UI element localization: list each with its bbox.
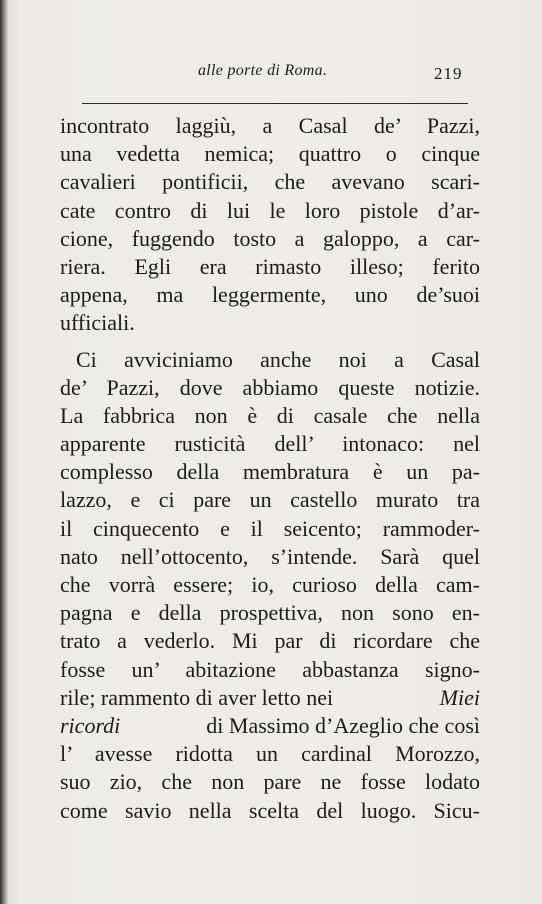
- text-line: il cinquecento e il seicento; rammoder-: [60, 515, 480, 541]
- text-line: appena, ma leggermente, uno de’suoi: [60, 282, 480, 308]
- text-line: lazzo, e ci pare un castello murato tra: [60, 487, 480, 513]
- text-line: [60, 712, 480, 740]
- text-line: cione, fuggendo tosto a galoppo, a car-: [60, 225, 480, 251]
- text-line: pagna e della prospettiva, non sono en-: [60, 600, 480, 626]
- text-line: l’ avesse ridotta un cardinal Morozzo,: [60, 741, 480, 767]
- text-segment: rile; rammento di aver letto nei: [60, 684, 334, 710]
- text-line: trato a vederlo. Mi par di ricordare che: [60, 628, 480, 654]
- text-line: La fabbrica non è di casale che nella: [60, 402, 480, 428]
- text-line: fosse un’ abitazione abbastanza signo-: [60, 656, 480, 682]
- text-line: nato nell’ottocento, s’intende. Sarà quel: [60, 543, 480, 569]
- text-line: complesso della membratura è un pa-: [60, 459, 480, 485]
- page-header: [80, 62, 480, 92]
- text-line: de’ Pazzi, dove abbiamo queste notizie.: [60, 374, 480, 400]
- text-line: una vedetta nemica; quattro o cinque: [60, 141, 480, 167]
- page-binding-edge: [0, 0, 8, 904]
- text-line: ufficiali.: [60, 310, 135, 336]
- italic-title: Miei: [439, 684, 480, 710]
- text-line: suo zio, che non pare ne fosse lodato: [60, 769, 480, 795]
- text-line: cate contro di lui le loro pistole d’ar-: [60, 197, 480, 223]
- text-line: Ci avviciniamo anche noi a Casal: [76, 346, 480, 372]
- running-title: alle porte di Roma.: [198, 62, 328, 79]
- body-text: [60, 112, 480, 825]
- text-line: riera. Egli era rimasto illeso; ferito: [60, 253, 480, 279]
- header-rule: [82, 103, 468, 104]
- text-line: [60, 684, 480, 712]
- text-line: che vorrà essere; io, curioso della cam-: [60, 572, 480, 597]
- text-line: cavalieri pontificii, che avevano scari-: [60, 169, 480, 195]
- text-line: apparente rusticità dell’ intonaco: nel: [60, 431, 480, 457]
- text-line: incontrato laggiù, a Casal de’ Pazzi,: [60, 113, 480, 138]
- text-segment: di Massimo d’Azeglio che così: [206, 712, 480, 738]
- text-line: come savio nella scelta del luogo. Sicu-: [60, 797, 480, 823]
- italic-title: ricordi: [60, 712, 121, 738]
- page-number: 219: [434, 64, 463, 83]
